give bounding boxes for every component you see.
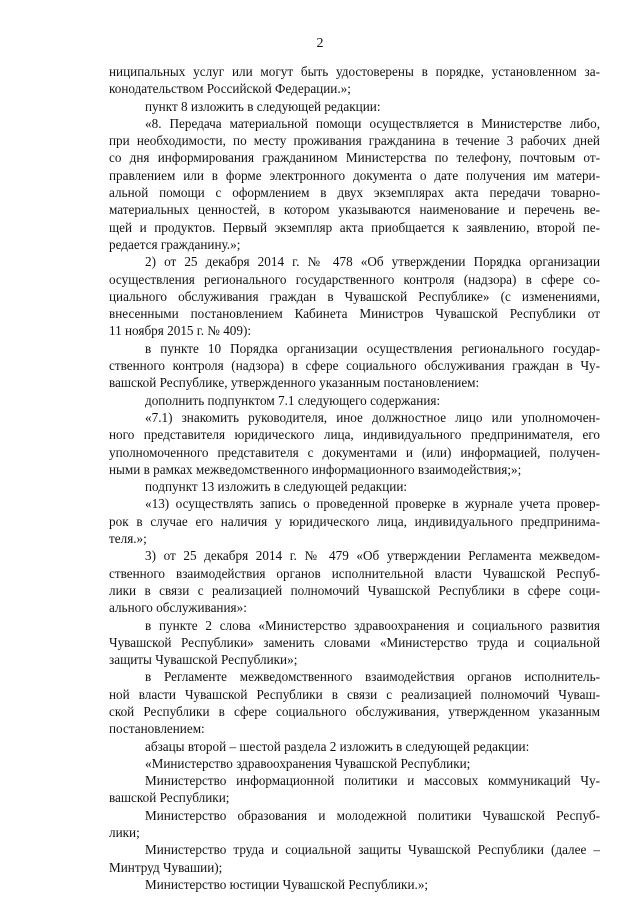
text-line: материальных ценностей, в котором указываются наименование и перечень ве- [109, 202, 600, 218]
text-line: Минтруд Чувашии); [109, 859, 223, 875]
text-line: «8. Передача материальной помощи осуществляется в Министерстве либо, [145, 115, 600, 131]
text-line: «7.1) знакомить руководителя, иное должностное лицо или уполномочен- [145, 409, 600, 425]
text-line: со дня информирования гражданином Министерства по телефону, почтовым от- [109, 150, 600, 166]
text-line: при необходимости, по месту проживания гражданина в течение 3 рабочих дней [109, 133, 600, 149]
text-line: конодательством Российской Федерации.»; [109, 81, 351, 97]
text-line: в Регламенте межведомственного взаимодействия органов исполнитель- [145, 669, 600, 685]
text-line: Чувашской Республики» заменить словами «Министерство труда и социальной [109, 634, 600, 650]
text-line: защиты Чувашской Республики»; [109, 652, 298, 668]
text-line: циального обслуживания граждан в Чувашской Республике» (с изменениями, [109, 288, 600, 304]
text-line: дополнить подпунктом 7.1 следующего содержания: [145, 392, 441, 408]
text-line: правлением или в форме электронного документа о дате получения им матери- [109, 167, 600, 183]
text-line: ными в рамках межведомственного информационного взаимодействия;»; [109, 461, 522, 477]
text-line: альной помощи с оформлением в двух экземплярах акта передачи товарно- [109, 185, 600, 201]
text-line: «13) осуществлять запись о проведенной проверке в журнале учета провер- [145, 496, 600, 512]
text-line: лики; [109, 825, 140, 841]
text-line: внесенными постановлением Кабинета Министров Чувашской Республики от [109, 306, 600, 322]
text-line: постановлением: [109, 721, 205, 737]
text-line: щей и продуктов. Первый экземпляр акта приобщается к заявлению, второй пе- [109, 219, 600, 235]
text-line: 11 ноября 2015 г. № 409): [109, 323, 252, 339]
text-line: рок в случае его наличия у юридического лица, индивидуального предпринима- [109, 513, 600, 529]
text-line: уполномоченного представителя с документами и (или) информацией, получен- [109, 444, 600, 460]
text-line: подпункт 13 изложить в следующей редакции: [145, 479, 408, 495]
text-line: пункт 8 изложить в следующей редакции: [145, 98, 381, 114]
text-line: вашской Республике, утвержденного указанным постановлением: [109, 375, 480, 391]
text-line: вашской Республики; [109, 790, 230, 806]
text-line: лики в связи с реализацией полномочий Чувашской Республики в сфере соци- [109, 582, 600, 598]
text-line: 2) от 25 декабря 2014 г. № 478 «Об утверждении Порядка организации [145, 254, 600, 270]
text-line: теля.»; [109, 531, 147, 547]
text-line: ной власти Чувашской Республики в связи с реализацией полномочий Чуваш- [109, 686, 600, 702]
text-line: ного представителя юридического лица, индивидуального предпринимателя, его [109, 427, 600, 443]
text-line: в пункте 2 слова «Министерство здравоохранения и социального развития [145, 617, 600, 633]
page-number: 2 [316, 36, 324, 51]
text-line: в пункте 10 Порядка организации осуществления регионального государ- [145, 340, 600, 356]
text-line: ниципальных услуг или могут быть удостоверены в порядке, установленном за- [109, 64, 600, 79]
text-line: ального обслуживания»: [109, 600, 247, 616]
text-line: ственного контроля (надзора) в сфере социального обслуживания граждан в Чу- [109, 358, 600, 374]
text-line: ственного взаимодействия органов исполнительной власти Чувашской Респуб- [109, 565, 600, 581]
text-line: Министерство образования и молодежной политики Чувашской Респуб- [145, 807, 600, 823]
text-line: 3) от 25 декабря 2014 г. № 479 «Об утверждении Регламента межведом- [145, 548, 600, 564]
text-line: ской Республики в сфере социального обслуживания, утвержденном указанным [109, 703, 600, 719]
text-line: «Министерство здравоохранения Чувашской Республики; [145, 755, 471, 771]
text-line: абзацы второй – шестой раздела 2 изложить в следующей редакции: [145, 738, 530, 754]
text-line: редается гражданину.»; [109, 236, 241, 252]
document-body [109, 63, 600, 893]
text-line: Министерство информационной политики и массовых коммуникаций Чу- [145, 773, 600, 789]
text-line: осуществления регионального государственного контроля (надзора) в сфере со- [109, 271, 600, 287]
text-line: Министерство труда и социальной защиты Чувашской Республики (далее – [145, 842, 600, 858]
text-line: Министерство юстиции Чувашской Республики.»; [145, 876, 429, 892]
